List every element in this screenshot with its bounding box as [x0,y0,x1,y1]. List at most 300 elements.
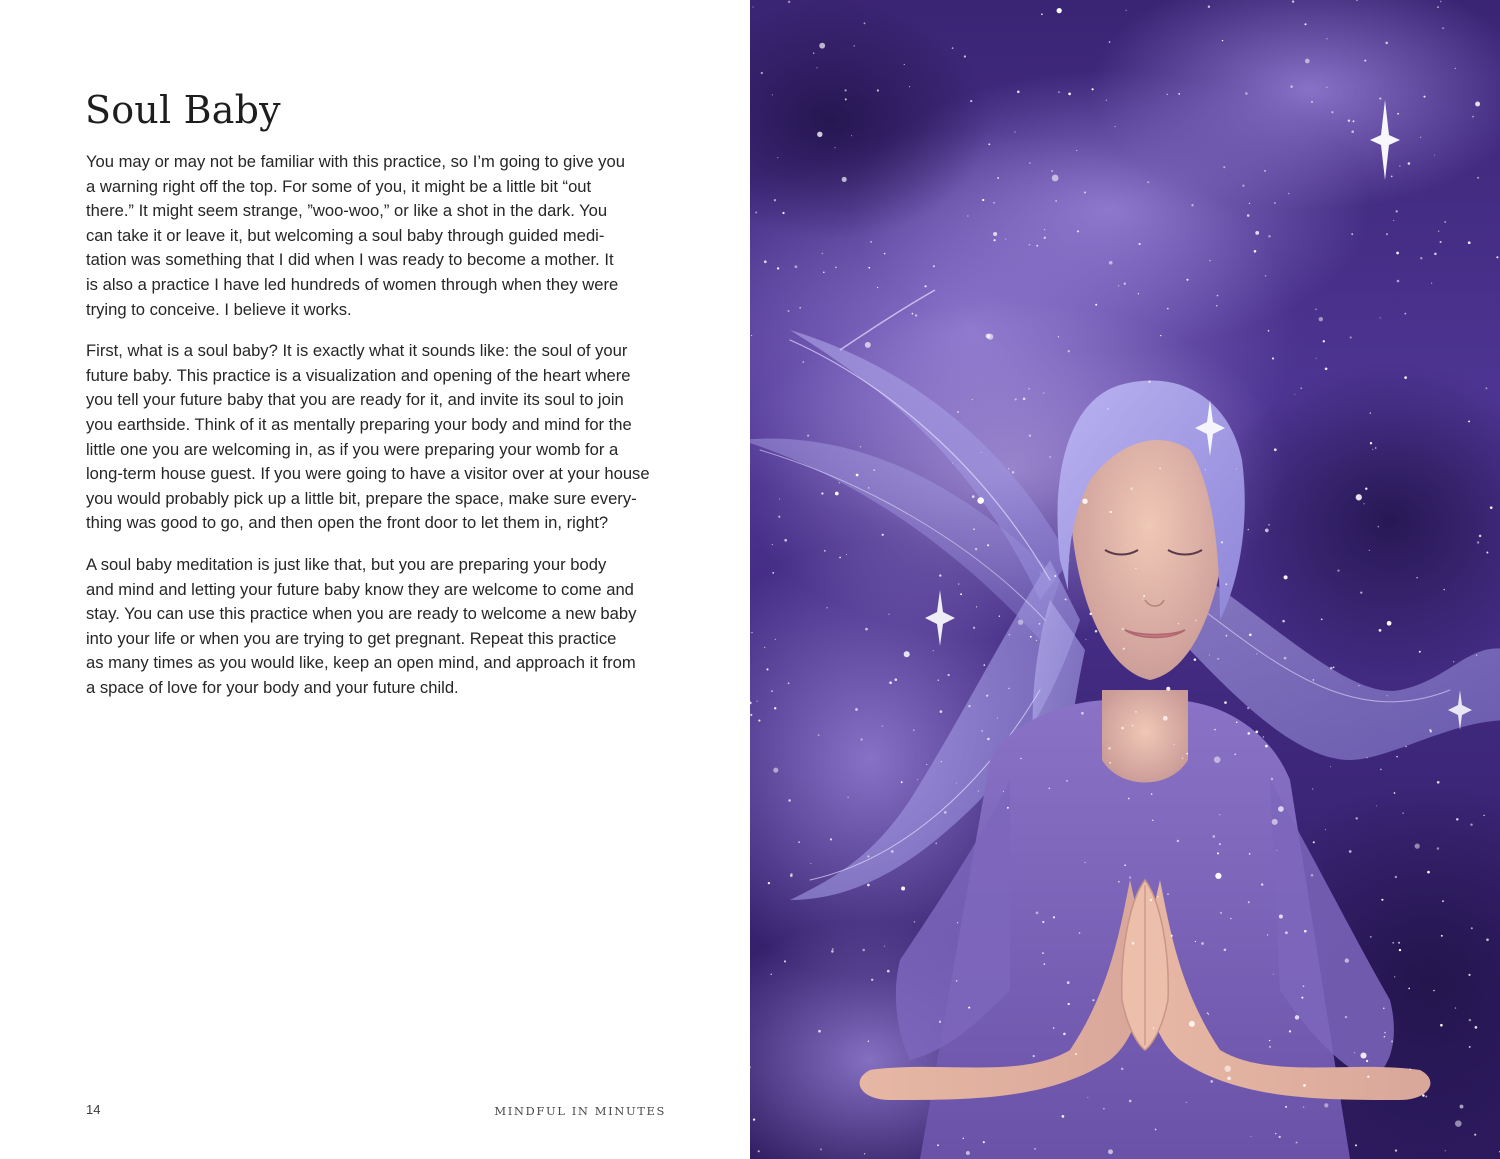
star-dot [999,615,1000,616]
star-dot [1469,1019,1471,1021]
star-dot [957,922,958,923]
star-dot [1124,283,1126,285]
star-dot [933,650,934,651]
star-dot [867,855,869,857]
star-dot [1437,6,1438,7]
star-dot [1058,336,1059,337]
star-dot [873,469,875,471]
star-dot [1182,758,1183,759]
star-dot [972,399,974,401]
star-dot [1171,935,1173,937]
text-line: A soul baby meditation is just like that, but you are preparing your body [86,554,607,574]
star-dot [1108,747,1111,750]
star-dot [774,199,776,201]
star-dot [1350,336,1352,338]
star-dot [882,725,883,726]
star-dot [1234,753,1236,755]
star-dot [751,335,752,336]
star-dot [994,239,996,241]
star-dot [1222,40,1223,41]
star-dot [1265,529,1269,533]
star-dot [1067,981,1070,984]
star-dot [937,1144,939,1146]
star-dot [1118,881,1120,883]
star-dot [952,47,954,49]
star-dot [854,45,855,46]
star-dot [1186,279,1188,281]
star-dot [1300,387,1302,389]
text-line: a warning right off the top. For some of you, it might be a little bit “out [86,176,592,196]
star-dot [1313,679,1315,681]
star-dot [867,884,870,887]
star-dot [1294,394,1295,395]
star-dot [865,342,871,348]
star-dot [1279,1136,1281,1138]
star-dot [1042,952,1044,954]
star-dot [1055,200,1056,201]
star-dot [1042,921,1044,923]
star-dot [761,72,763,74]
star-dot [1396,210,1398,212]
star-dot [1392,942,1394,944]
star-dot [940,710,943,713]
star-dot [1264,170,1266,172]
star-dot [877,89,879,91]
star-dot [1437,781,1440,784]
star-dot [1126,10,1127,11]
star-dot [1005,239,1006,240]
star-dot [1365,488,1367,490]
star-dot [1364,503,1365,504]
star-dot [884,945,885,946]
star-dot [1095,304,1097,306]
star-dot [1057,8,1062,13]
star-dot [960,593,962,595]
star-dot [1084,192,1086,194]
star-dot [967,215,968,216]
star-dot [1216,305,1217,306]
text-line: stay. You can use this practice when you are ready to welcome a new baby [86,604,637,624]
star-dot [1225,583,1227,585]
star-dot [779,499,780,500]
star-dot [988,143,990,145]
star-dot [1040,573,1041,574]
star-dot [1477,177,1479,179]
star-dot [1345,958,1349,962]
star-dot [1380,769,1382,771]
star-dot [1219,814,1220,815]
star-dot [1207,1012,1209,1014]
star-dot [888,614,889,615]
star-dot [1217,295,1219,297]
star-dot [1386,233,1388,235]
star-dot [947,674,949,676]
star-dot [1303,1106,1304,1107]
star-dot [1268,524,1270,526]
star-dot [1358,685,1359,686]
star-dot [1295,1015,1299,1019]
star-dot [1468,974,1470,976]
star-dot [870,241,872,243]
text-line: a space of love for your body and your future child. [86,677,459,697]
star-dot [1043,392,1044,393]
star-dot [1483,815,1484,816]
star-dot [1485,387,1487,389]
star-dot [1315,309,1317,311]
text-line: tation was something that I did when I was ready to become a mother. It [86,250,614,270]
star-dot [1356,494,1362,500]
star-dot [1284,657,1287,660]
star-dot [1394,976,1395,977]
star-dot [1472,116,1474,118]
star-dot [1249,203,1250,204]
star-dot [823,272,825,274]
star-dot [1289,1030,1291,1032]
star-dot [1166,687,1170,691]
star-dot [788,799,790,801]
star-dot [972,495,975,498]
star-dot [1150,899,1152,901]
star-dot [1420,257,1422,259]
star-dot [846,554,847,555]
star-dot [1008,688,1009,689]
star-dot [1167,308,1169,310]
star-dot [956,980,958,982]
star-dot [1249,633,1252,636]
star-dot [1208,6,1210,8]
neck [1102,690,1188,783]
star-dot [1391,1040,1393,1042]
star-dot [1114,126,1115,127]
star-dot [1107,408,1109,410]
star-dot [1379,629,1382,632]
star-dot [1012,471,1014,473]
star-dot [1077,230,1079,232]
star-dot [1423,96,1425,98]
star-dot [1213,835,1216,838]
star-dot [1223,166,1225,168]
text-line: you would probably pick up a little bit, prepare the space, make sure every- [86,488,637,508]
star-dot [993,232,997,236]
star-dot [1063,1033,1066,1036]
star-dot [817,132,822,137]
star-dot [1364,60,1366,62]
star-dot [1210,1080,1213,1083]
star-dot [832,948,834,950]
star-dot [1007,807,1009,809]
star-dot [1265,275,1266,276]
star-dot [1416,577,1417,578]
star-dot [1041,13,1043,15]
star-dot [1254,250,1257,253]
star-dot [1110,511,1112,513]
star-dot [1160,335,1161,336]
star-dot [1189,1021,1195,1027]
star-dot [820,1148,822,1150]
star-dot [1221,541,1223,543]
star-dot [1129,1100,1132,1103]
star-dot [1395,1149,1397,1151]
star-dot [1267,934,1268,935]
star-dot [1230,918,1231,919]
star-dot [831,950,834,953]
star-dot [753,7,754,8]
star-dot [1036,640,1038,642]
star-dot [1081,712,1084,715]
star-dot [1356,817,1358,819]
star-dot [1044,963,1046,965]
star-dot [1051,170,1053,172]
star-dot [821,492,823,494]
star-dot [1008,634,1010,636]
star-dot [1419,651,1421,653]
star-dot [1268,330,1270,332]
star-dot [1205,469,1206,470]
star-dot [1285,931,1288,934]
star-dot [1354,1052,1355,1053]
star-dot [1132,725,1133,726]
star-dot [1142,598,1143,599]
text-line: little one you are welcoming in, as if you were preparing your womb for a [86,439,619,459]
star-dot [1268,235,1270,237]
star-dot [774,707,776,709]
star-dot [1029,162,1030,163]
star-dot [826,607,827,608]
star-dot [968,705,970,707]
star-dot [1434,253,1437,256]
star-dot [778,516,780,518]
star-dot [1397,280,1400,283]
star-dot [860,738,862,740]
star-dot [1226,635,1228,637]
star-dot [1201,942,1204,945]
star-dot [1415,843,1420,848]
star-dot [839,557,841,559]
text-line: into your life or when you are trying to get pregnant. Repeat this practice [86,628,617,648]
star-dot [1330,766,1331,767]
star-dot [1331,111,1333,113]
star-dot [1124,864,1126,866]
star-dot [864,1153,865,1154]
star-dot [1385,42,1388,45]
star-dot [1147,181,1149,183]
star-dot [1355,1144,1357,1146]
star-dot [913,729,915,731]
star-dot [973,627,975,629]
text-line: is also a practice I have led hundreds of women through when they were [86,274,619,294]
star-dot [772,94,773,95]
star-dot [1455,1007,1457,1009]
running-footer: MINDFUL IN MINUTES [494,1104,666,1118]
star-dot [802,361,804,363]
star-dot [1248,901,1250,903]
star-dot [983,1141,985,1143]
star-dot [1153,1027,1154,1028]
star-dot [810,863,811,864]
star-dot [1195,619,1197,621]
star-dot [835,492,839,496]
star-dot [1427,871,1430,874]
star-dot [1477,541,1479,543]
star-dot [1460,1105,1464,1109]
star-dot [1148,381,1150,383]
star-dot [1384,1036,1386,1038]
star-dot [1408,162,1411,165]
star-dot [1383,1008,1385,1010]
star-dot [1471,927,1473,929]
star-dot [1082,498,1087,503]
star-dot [842,177,847,182]
star-dot [964,55,966,57]
page-number: 14 [86,1102,101,1117]
star-dot [772,572,774,574]
star-dot [1255,730,1258,733]
star-dot [983,664,985,666]
star-dot [1360,1052,1366,1058]
star-dot [1014,131,1015,132]
star-dot [981,730,983,732]
star-dot [1394,792,1396,794]
star-dot [891,850,894,853]
star-dot [1220,912,1222,914]
star-dot [1126,544,1127,545]
star-dot [1020,758,1021,759]
star-dot [1349,850,1352,853]
star-dot [987,738,990,741]
star-dot [1039,623,1041,625]
star-dot [982,199,984,201]
star-dot [1476,654,1477,655]
star-dot [750,714,752,716]
star-dot [957,411,959,413]
star-dot [966,1151,970,1155]
star-dot [1433,990,1435,992]
star-dot [1305,59,1310,64]
star-dot [1054,575,1056,577]
star-dot [915,314,917,316]
star-dot [1132,942,1135,945]
star-dot [855,708,858,711]
star-dot [758,720,760,722]
star-dot [1079,932,1081,934]
star-dot [865,628,868,631]
star-dot [766,668,768,670]
star-dot [771,690,772,691]
star-dot [788,1,791,4]
galaxy-woman-artwork [750,0,1500,1159]
star-dot [1261,883,1263,885]
star-dot [851,135,852,136]
star-dot [1034,1148,1036,1150]
star-dot [1121,1068,1124,1071]
star-dot [1224,701,1227,704]
star-dot [753,1118,755,1120]
star-dot [798,841,800,843]
star-dot [1366,1060,1368,1062]
star-dot [1030,636,1032,638]
star-dot [1279,915,1283,919]
star-dot [1311,874,1314,877]
star-dot [1375,447,1377,449]
text-line: there.” It might seem strange, ”woo-woo,” or like a shot in the dark. You [86,201,608,221]
star-dot [1029,244,1031,246]
star-dot [1304,23,1306,25]
star-dot [1109,261,1113,265]
star-dot [1049,456,1050,457]
star-dot [1068,1003,1070,1005]
star-dot [1143,595,1145,597]
star-dot [1303,985,1305,987]
star-dot [1135,711,1137,713]
star-dot [1303,1084,1306,1087]
star-dot [868,267,870,269]
star-dot [1399,949,1401,951]
star-dot [795,265,798,268]
star-dot [1323,340,1325,342]
star-dot [770,974,771,975]
star-dot [1008,468,1009,469]
star-dot [1376,805,1377,806]
star-dot [997,177,999,179]
star-dot [1191,204,1193,206]
star-dot [764,647,765,648]
star-dot [1393,220,1394,221]
star-dot [1194,658,1197,661]
star-dot [1326,38,1327,39]
star-dot [1440,1024,1443,1027]
star-dot [1273,974,1274,975]
star-dot [1028,388,1030,390]
star-dot [993,202,995,204]
star-dot [1247,214,1250,217]
star-dot [968,1007,970,1009]
star-dot [958,583,960,585]
star-dot [1087,1097,1088,1098]
star-dot [1121,727,1124,730]
star-dot [1282,620,1285,623]
star-dot [882,534,884,536]
star-dot [1474,1134,1476,1136]
star-dot [1044,229,1045,230]
star-dot [1319,317,1323,321]
star-dot [756,701,757,702]
star-dot [1440,241,1442,243]
star-dot [1326,86,1328,88]
star-dot [1304,930,1307,933]
star-dot [1163,716,1168,721]
star-dot [1444,589,1445,590]
star-dot [788,682,790,684]
star-dot [1396,756,1398,758]
text-line: you tell your future baby that you are ready for it, and invite its soul to join [86,390,624,410]
star-dot [784,960,786,962]
star-dot [860,446,862,448]
star-dot [1445,1150,1446,1151]
star-dot [1166,94,1168,96]
star-dot [1015,398,1017,400]
star-dot [868,1041,870,1043]
star-dot [1441,935,1443,937]
star-dot [1036,912,1039,915]
star-dot [1044,237,1046,239]
star-dot [986,695,988,697]
paragraph-3 [86,553,686,701]
star-dot [933,265,935,267]
star-dot [1430,730,1432,732]
star-dot [1130,487,1133,490]
star-dot [1122,628,1124,630]
star-dot [868,487,870,489]
